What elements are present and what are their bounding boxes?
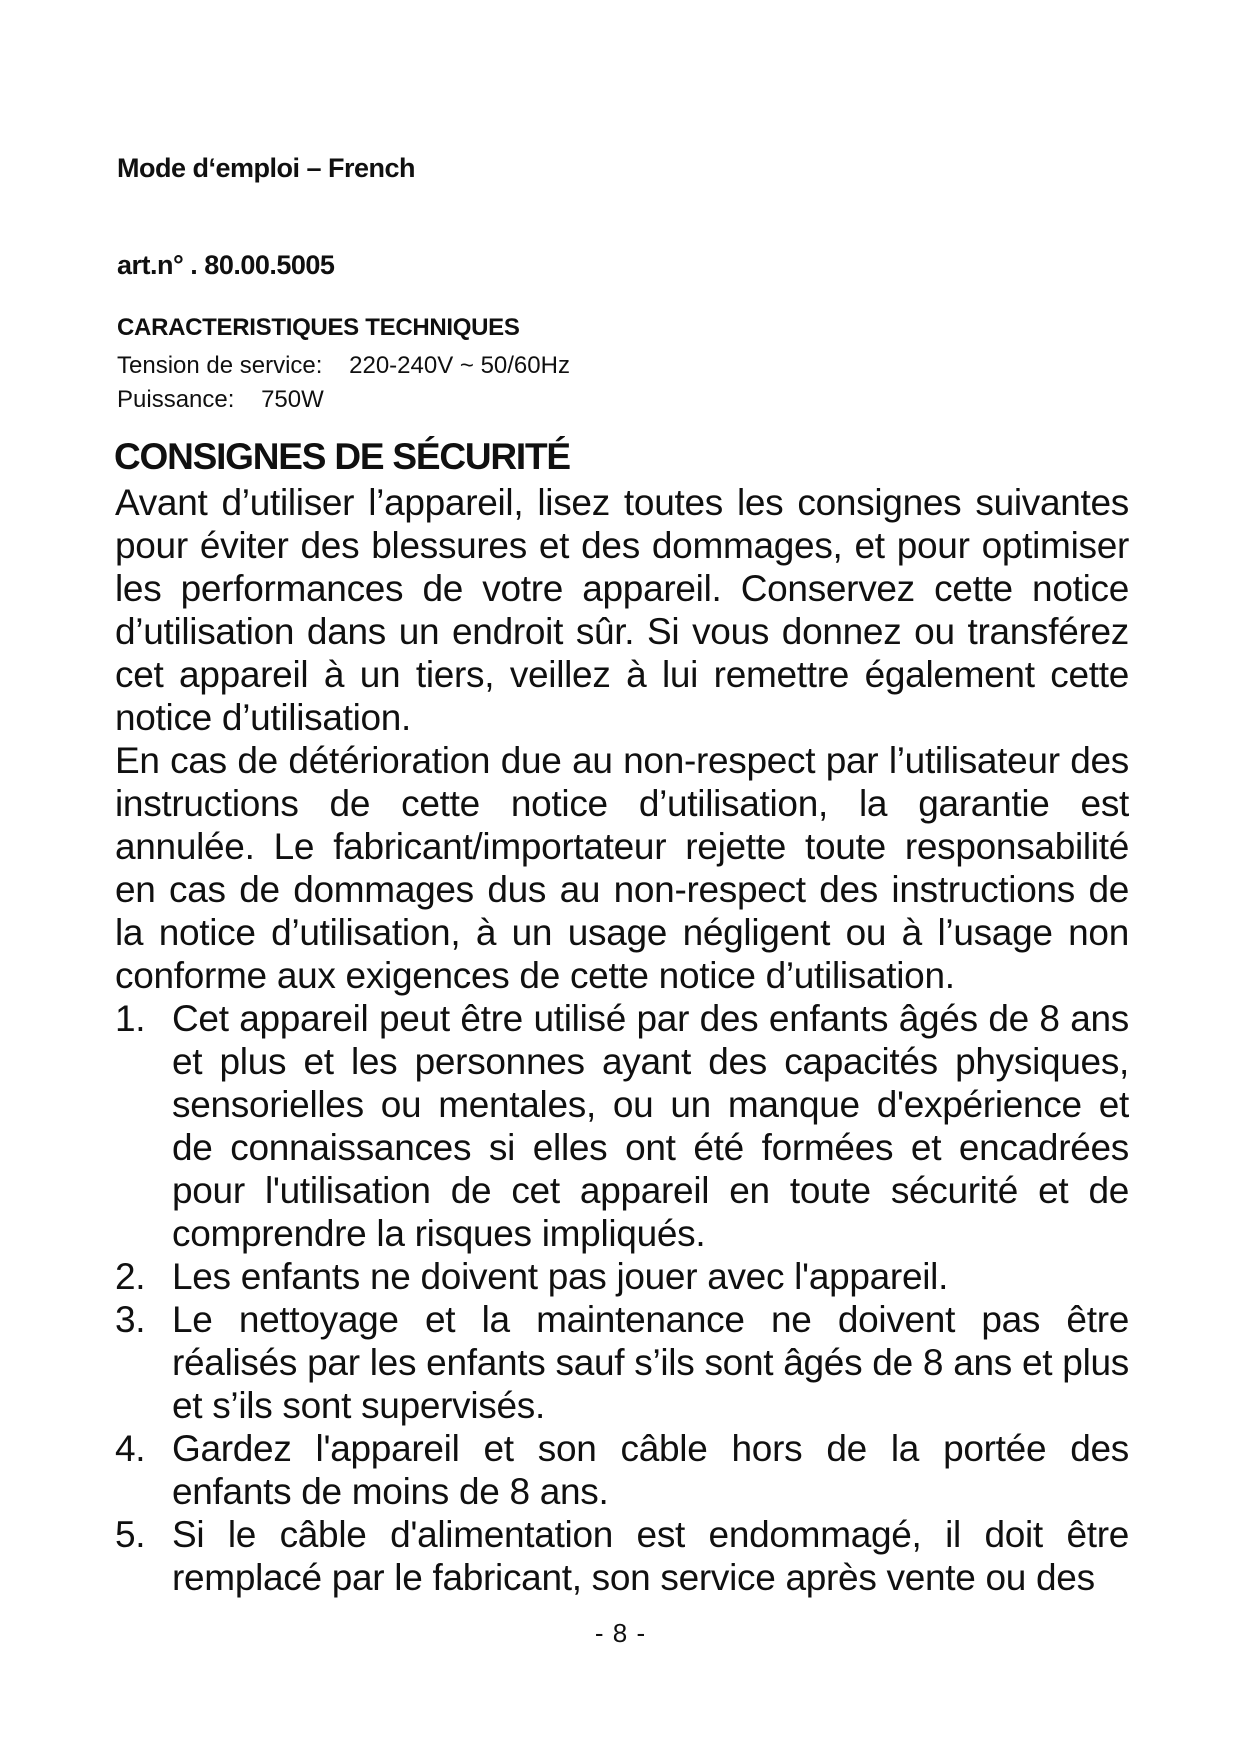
- spec-row-voltage: [117, 349, 570, 383]
- specs-heading: CARACTERISTIQUES TECHNIQUES: [117, 314, 520, 341]
- list-item-text: Les enfants ne doivent pas jouer avec l'appareil.: [172, 1256, 949, 1297]
- list-item-number: 2.: [115, 1256, 146, 1297]
- list-item-text: Gardez l'appareil et son câble hors de la portée des enfants de moins de 8 ans.: [172, 1428, 1129, 1512]
- page-number: - 8 -: [594, 1618, 647, 1648]
- list-item: [115, 997, 1129, 1255]
- article-number: art.n° . 80.00.5005: [117, 250, 335, 280]
- list-item-number: 5.: [115, 1514, 146, 1555]
- spec-value-voltage: 220-240V ~ 50/60Hz: [349, 352, 570, 379]
- spec-label-voltage: Tension de service:: [117, 352, 323, 379]
- list-item: [115, 1298, 1129, 1427]
- list-item: [115, 1513, 1129, 1599]
- document-title: Mode d‘emploi – French: [117, 153, 416, 183]
- spec-value-power: 750W: [261, 386, 324, 413]
- list-item-text: Le nettoyage et la maintenance ne doivent pas être réalisés par les enfants sauf s’ils sont âgés de 8 ans et plus et s’ils sont supervisés.: [172, 1299, 1129, 1426]
- list-item-number: 1.: [115, 998, 146, 1039]
- list-item-number: 4.: [115, 1428, 146, 1469]
- safety-numbered-list: [115, 997, 1129, 1599]
- list-item-text: Si le câble d'alimentation est endommagé, il doit être remplacé par le fabricant, son service après vente ou des: [172, 1514, 1129, 1598]
- list-item-number: 3.: [115, 1299, 146, 1340]
- spec-label-power: Puissance:: [117, 386, 235, 413]
- list-item: [115, 1255, 1129, 1298]
- safety-paragraph-1: Avant d’utiliser l’appareil, lisez toutes les consignes suivantes pour éviter des blessures et des dommages, et pour optimiser les performances de votre appareil. Conservez cette notice d’utilisation dans un endroit sûr. Si vous donnez ou transférez cet appareil à un tiers, veillez à lui remettre également cette notice d’utilisation.: [115, 482, 1129, 738]
- safety-heading: CONSIGNES DE SÉCURITÉ: [114, 436, 570, 477]
- safety-body: [115, 481, 1129, 1599]
- spec-row-power: [117, 383, 570, 417]
- list-item: [115, 1427, 1129, 1513]
- safety-paragraph-2: En cas de détérioration due au non-respect par l’utilisateur des instructions de cette notice d’utilisation, la garantie est annulée. Le fabricant/importateur rejette toute responsabilité en cas de dommages dus au non-respect des instructions de la notice d’utilisation, à un usage négligent ou à l’usage non conforme aux exigences de cette notice d’utilisation.: [115, 740, 1129, 996]
- list-item-text: Cet appareil peut être utilisé par des enfants âgés de 8 ans et plus et les personnes ayant des capacités physiques, sensorielles ou mentales, ou un manque d'expérience et de connaissances si elles ont été formées et encadrées pour l'utilisation de cet appareil en toute sécurité et de comprendre la risques impliqués.: [172, 998, 1129, 1254]
- technical-specs-section: [117, 314, 570, 417]
- page-footer: [0, 1618, 1241, 1649]
